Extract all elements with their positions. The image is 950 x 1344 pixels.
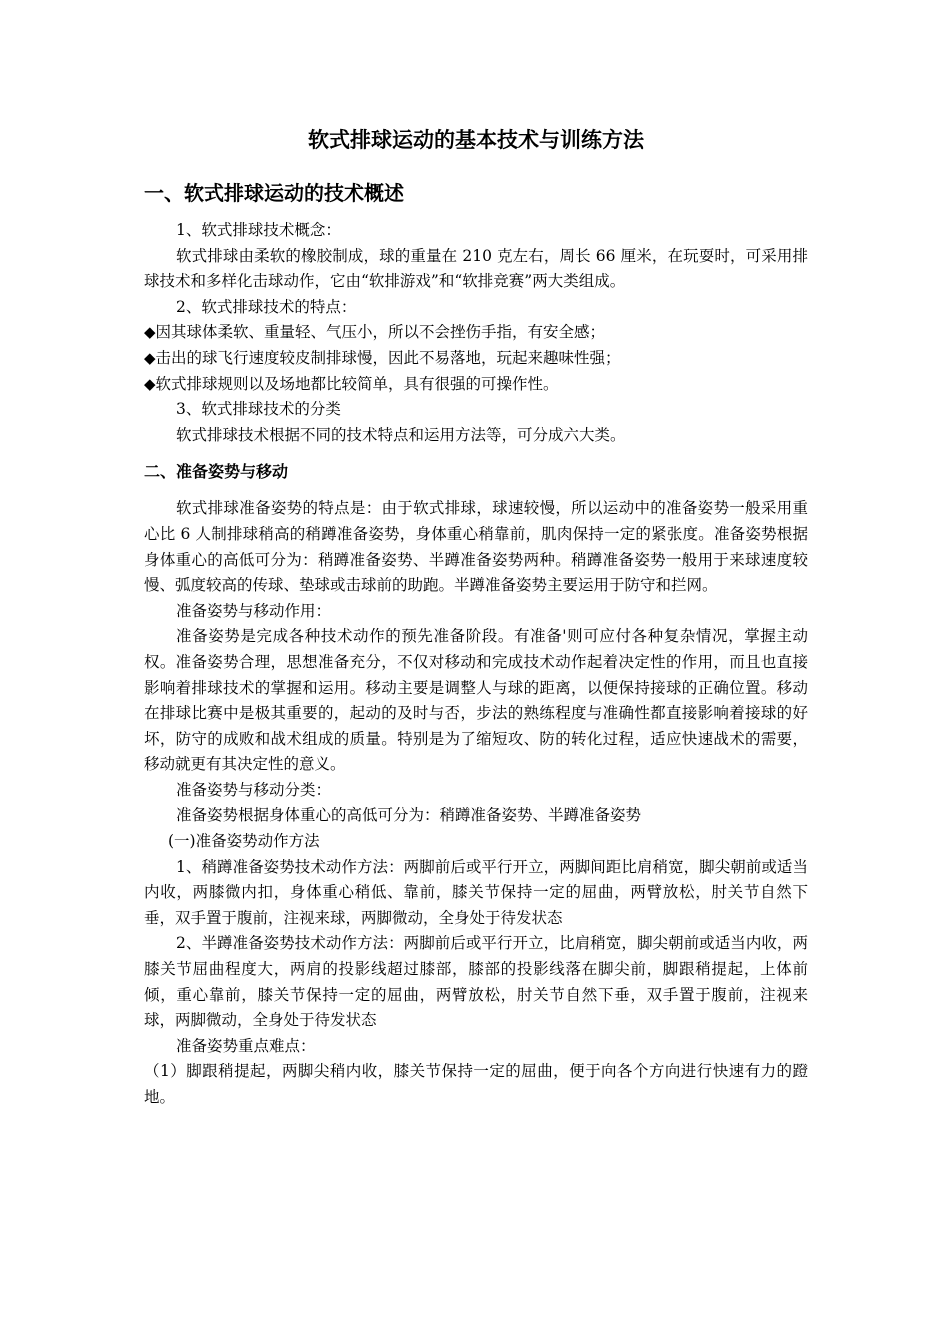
diamond-bullet-icon: ◆ (144, 323, 156, 342)
paragraph-concept: 软式排球由柔软的橡胶制成，球的重量在 210 克左右，周长 66 厘米，在玩耍时，可采用排球技术和多样化击球动作，它由“软排游戏”和“软排竞赛”两大类组成。 (144, 246, 808, 291)
document-page (144, 124, 808, 1111)
section-heading-2: 二、准备姿势与移动 (144, 462, 289, 482)
label-classification: 准备姿势与移动分类： (176, 780, 332, 799)
page-title: 软式排球运动的基本技术与训练方法 (308, 127, 644, 152)
label-role: 准备姿势与移动作用： (176, 601, 332, 620)
key-point-1: （1）脚跟稍提起，两脚尖稍内收，膝关节保持一定的屈曲，便于向各个方向进行快速有力的蹬地。 (144, 1062, 808, 1106)
paragraph-classification: 软式排球技术根据不同的技术特点和运用方法等，可分成六大类。 (176, 425, 626, 444)
subheading-features: 2、软式排球技术的特点： (176, 297, 357, 316)
bullet-item: ◆因其球体柔软、重量轻、气压小，所以不会挫伤手指，有安全感； (144, 323, 606, 342)
subheading-classification: 3、软式排球技术的分类 (176, 400, 341, 419)
paragraph-stance-features: 软式排球准备姿势的特点是：由于软式排球，球速较慢，所以运动中的准备姿势一般采用重心比 6 人制排球稍高的稍蹲准备姿势，身体重心稍靠前，肌肉保持一定的紧张度。准备姿势根据身体重心的高低可分为：稍蹲准备姿势、半蹲准备姿势两种。稍蹲准备姿势一般用于来球速度较慢、弧度较高的传球、垫球或击球前的助跑。半蹲准备姿势主要运用于防守和拦网。 (144, 499, 808, 595)
method-heading: (一)准备姿势动作方法 (168, 832, 320, 851)
paragraph-stance-classes: 准备姿势根据身体重心的高低可分为：稍蹲准备姿势、半蹲准备姿势 (176, 806, 642, 825)
method-1: 1、稍蹲准备姿势技术动作方法：两脚前后或平行开立，两脚间距比肩稍宽，脚尖朝前或适当内收，两膝微内扣，身体重心稍低、靠前，膝关节保持一定的屈曲，两臂放松，肘关节自然下垂，双手置于腹前，注视来球，两脚微动，全身处于待发状态 (144, 857, 808, 927)
method-2: 2、半蹲准备姿势技术动作方法：两脚前后或平行开立，比肩稍宽，脚尖朝前或适当内收，两膝关节屈曲程度大，两肩的投影线超过膝部，膝部的投影线落在脚尖前，脚跟稍提起，上体前倾，重心靠前，膝关节保持一定的屈曲，两臂放松，肘关节自然下垂，双手置于腹前，注视来球，两脚微动，全身处于待发状态 (144, 934, 808, 1030)
diamond-bullet-icon: ◆ (144, 348, 156, 367)
diamond-bullet-icon: ◆ (144, 374, 156, 393)
bullet-item: ◆软式排球规则以及场地都比较简单，具有很强的可操作性。 (144, 374, 559, 393)
paragraph-role: 准备姿势是完成各种技术动作的预先准备阶段。有准备'则可应付各种复杂情况，掌握主动权。准备姿势合理，思想准备充分，不仅对移动和完成技术动作起着决定性的作用，而且也直接影响着排球技术的掌握和运用。移动主要是调整人与球的距离，以便保持接球的正确位置。移动在排球比赛中是极其重要的，起动的及时与否，步法的熟练程度与准确性都直接影响着接球的好坏，防守的成败和战术组成的质量。特别是为了缩短攻、防的转化过程，适应快速战术的需要，移动就更有其决定性的意义。 (144, 627, 808, 774)
subheading-concept: 1、软式排球技术概念： (176, 221, 341, 239)
section-heading-1: 一、软式排球运动的技术概述 (144, 181, 404, 205)
label-key-points: 准备姿势重点难点： (176, 1036, 316, 1055)
bullet-item: ◆击出的球飞行速度较皮制排球慢，因此不易落地，玩起来趣味性强； (144, 348, 621, 367)
